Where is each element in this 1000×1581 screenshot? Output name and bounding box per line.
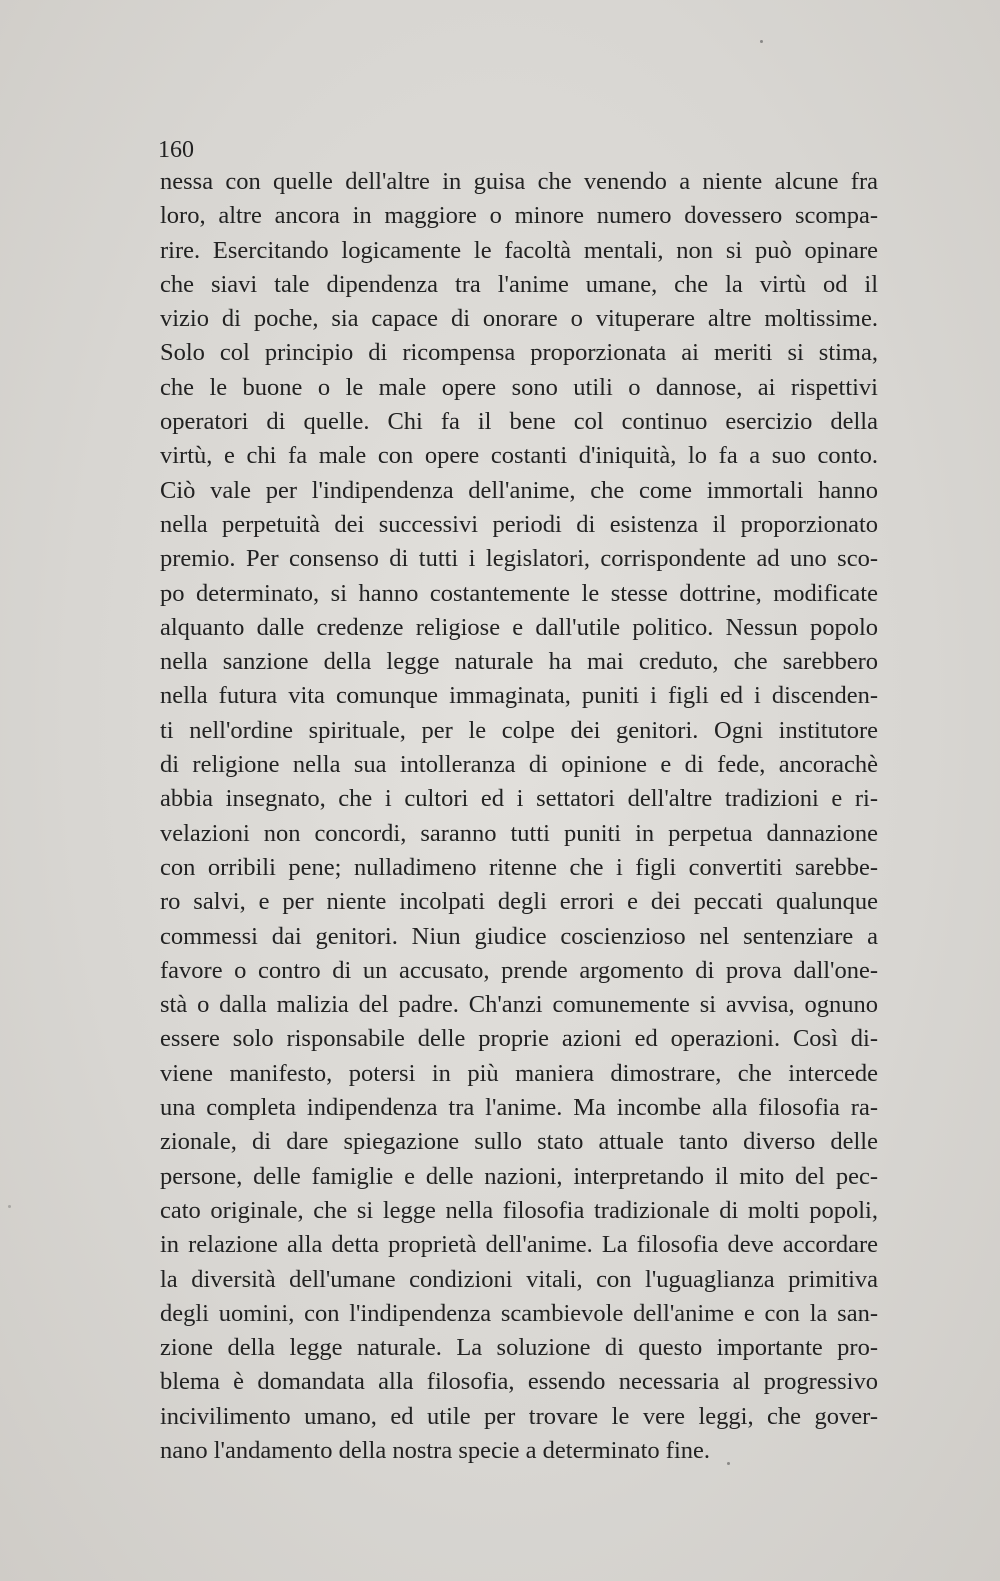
- text-line: Solo col principio di ricompensa proporzionata ai meriti si stima,: [160, 339, 878, 367]
- body-text: [160, 165, 878, 1468]
- text-line: commessi dai genitori. Niun giudice coscienzioso nel sentenziare a: [160, 922, 878, 950]
- text-line: in relazione alla detta proprietà dell'anime. La filosofia deve accordare: [160, 1231, 878, 1259]
- text-line: blema è domandata alla filosofia, essendo necessaria al progressivo: [160, 1368, 878, 1396]
- text-line: po determinato, si hanno costantemente le stesse dottrine, modificate: [160, 579, 878, 607]
- text-line: rire. Esercitando logicamente le facoltà mentali, non si può opinare: [160, 236, 878, 264]
- page-number: 160: [158, 137, 194, 163]
- text-line: operatori di quelle. Chi fa il bene col continuo esercizio della: [160, 408, 878, 436]
- text-line: zione della legge naturale. La soluzione di questo importante pro-: [160, 1334, 878, 1362]
- text-line: nano l'andamento della nostra specie a determinato fine.: [160, 1436, 711, 1464]
- text-line: abbia insegnato, che i cultori ed i settatori dell'altre tradizioni e ri-: [160, 785, 878, 813]
- text-line: nella sanzione della legge naturale ha mai creduto, che sarebbero: [160, 648, 878, 676]
- text-line: degli uomini, con l'indipendenza scambievole dell'anime e con la san-: [160, 1299, 878, 1327]
- paper-speck: [727, 1462, 730, 1465]
- text-line: cato originale, che si legge nella filosofia tradizionale di molti popoli,: [160, 1196, 878, 1224]
- text-line: stà o dalla malizia del padre. Ch'anzi comunemente si avvisa, ognuno: [160, 991, 878, 1019]
- text-line: ti nell'ordine spirituale, per le colpe dei genitori. Ogni institutore: [160, 716, 878, 744]
- text-line: velazioni non concordi, saranno tutti puniti in perpetua dannazione: [160, 819, 878, 847]
- text-line: che le buone o le male opere sono utili o dannose, ai rispettivi: [160, 373, 878, 401]
- text-line: essere solo risponsabile delle proprie azioni ed operazioni. Così di-: [160, 1025, 878, 1053]
- text-line: che siavi tale dipendenza tra l'anime umane, che la virtù od il: [160, 270, 878, 298]
- text-line: premio. Per consenso di tutti i legislatori, corrispondente ad uno sco-: [160, 545, 878, 573]
- paper-speck: [8, 1205, 11, 1208]
- text-line: loro, altre ancora in maggiore o minore numero dovessero scompa-: [160, 202, 878, 230]
- text-line: nella perpetuità dei successivi periodi di esistenza il proporzionato: [160, 510, 878, 538]
- text-line: di religione nella sua intolleranza di opinione e di fede, ancorachè: [160, 751, 878, 779]
- text-line: zionale, di dare spiegazione sullo stato attuale tanto diverso delle: [160, 1128, 878, 1156]
- text-line: nella futura vita comunque immaginata, puniti i figli ed i discenden-: [160, 682, 878, 710]
- text-line: ro salvi, e per niente incolpati degli errori e dei peccati qualunque: [160, 888, 878, 916]
- text-line: vizio di poche, sia capace di onorare o vituperare altre moltissime.: [160, 305, 878, 333]
- text-line: favore o contro di un accusato, prende argomento di prova dall'one-: [160, 956, 878, 984]
- text-line: incivilimento umano, ed utile per trovare le vere leggi, che gover-: [160, 1402, 878, 1430]
- text-line: persone, delle famiglie e delle nazioni, interpretando il mito del pec-: [160, 1162, 878, 1190]
- text-line: viene manifesto, potersi in più maniera dimostrare, che intercede: [160, 1059, 878, 1087]
- text-line: virtù, e chi fa male con opere costanti d'iniquità, lo fa a suo conto.: [160, 442, 878, 470]
- text-line: alquanto dalle credenze religiose e dall'utile politico. Nessun popolo: [160, 613, 878, 641]
- text-line: con orribili pene; nulladimeno ritenne che i figli convertiti sarebbe-: [160, 853, 878, 881]
- paper-speck: [760, 40, 763, 43]
- text-line: la diversità dell'umane condizioni vitali, con l'uguaglianza primitiva: [160, 1265, 878, 1293]
- text-line: Ciò vale per l'indipendenza dell'anime, che come immortali hanno: [160, 476, 878, 504]
- text-line: una completa indipendenza tra l'anime. Ma incombe alla filosofia ra-: [160, 1094, 878, 1122]
- text-line: nessa con quelle dell'altre in guisa che venendo a niente alcune fra: [160, 168, 878, 195]
